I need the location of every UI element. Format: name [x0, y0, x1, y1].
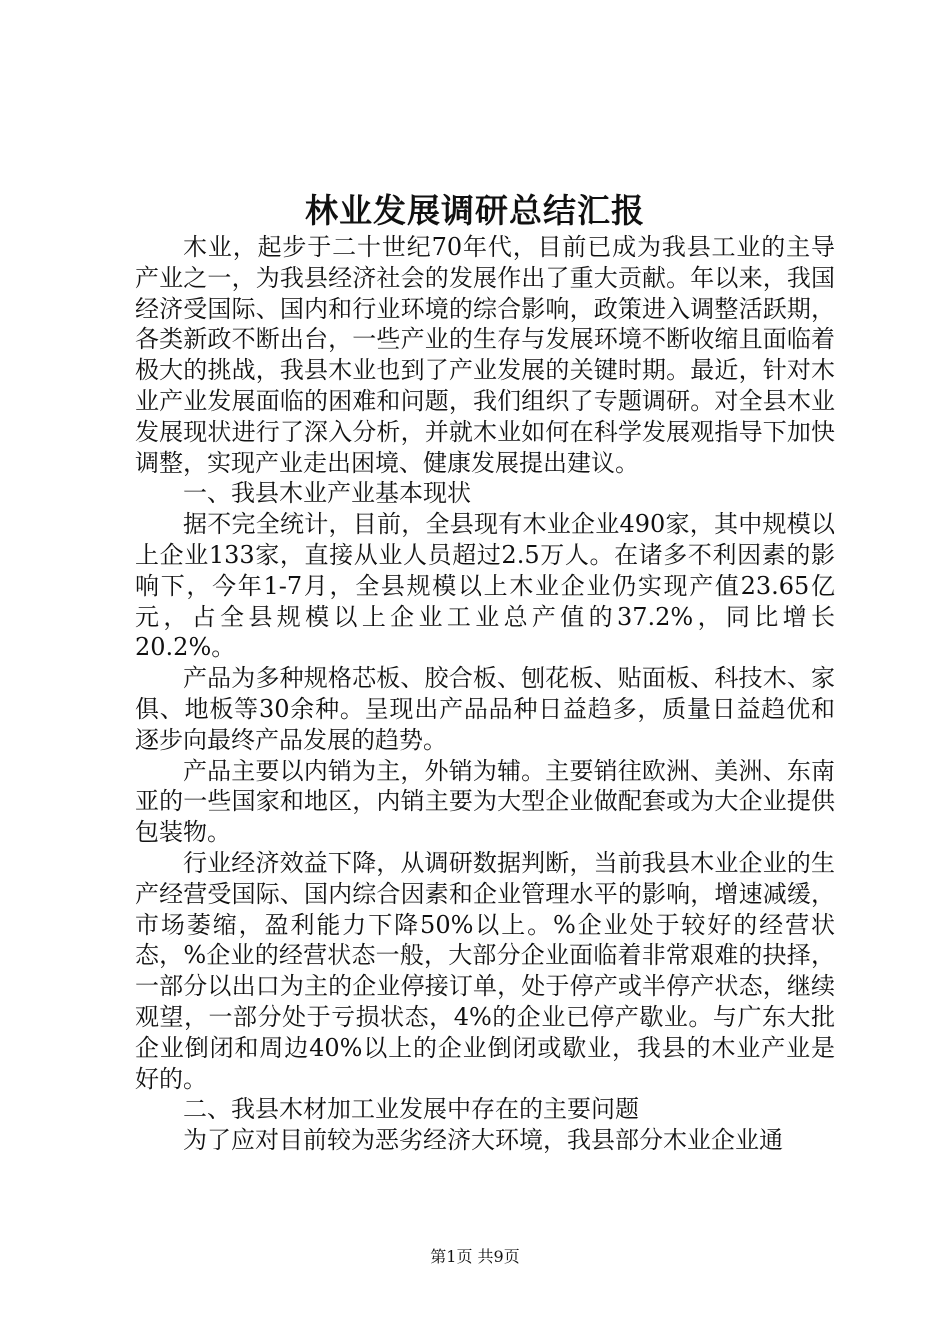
paragraph-sales: 产品主要以内销为主，外销为辅。主要销往欧洲、美洲、东南亚的一些国家和地区，内销主要为大型企业做配套或为大企业提供包装物。	[135, 756, 835, 847]
paragraph-benefits: 行业经济效益下降，从调研数据判断，当前我县木业企业的生产经营受国际、国内综合因素和企业管理水平的影响，增速减缓，市场萎缩，盈利能力下降50%以上。%企业处于较好的经营状态，%企业的经营状态一般，大部分企业面临着非常艰难的抉择，一部分以出口为主的企业停接订单，处于停产或半停产状态，继续观望，一部分处于亏损状态，4%的企业已停产歇业。与广东大批企业倒闭和周边40%以上的企业倒闭或歇业，我县的木业产业是好的。	[135, 848, 835, 1093]
document-title: 林业发展调研总结汇报	[305, 191, 645, 230]
paragraph-statistics: 据不完全统计，目前，全县现有木业企业490家，其中规模以上企业133家，直接从业人员超过2.5万人。在诸多不利因素的影响下，今年1-7月，全县规模以上木业企业仍实现产值23.65亿元，占全县规模以上企业工业总产值的37.2%，同比增长20.2%。	[135, 510, 835, 662]
document-body	[135, 232, 835, 1156]
paragraph-products: 产品为多种规格芯板、胶合板、刨花板、贴面板、科技木、家俱、地板等30余种。呈现出产品品种日益趋多，质量日益趋优和逐步向最终产品发展的趋势。	[135, 664, 835, 754]
paragraph-problems: 为了应对目前较为恶劣经济大环境，我县部分木业企业通	[183, 1126, 783, 1155]
section-heading-1: 一、我县木业产业基本现状	[183, 479, 471, 508]
paragraph-intro: 木业，起步于二十世纪70年代，目前已成为我县工业的主导产业之一，为我县经济社会的发展作出了重大贡献。年以来，我国经济受国际、国内和行业环境的综合影响，政策进入调整活跃期，各类新政不断出台，一些产业的生存与发展环境不断收缩且面临着极大的挑战，我县木业也到了产业发展的关键时期。最近，针对木业产业发展面临的困难和问题，我们组织了专题调研。对全县木业发展现状进行了深入分析，并就木业如何在科学发展观指导下加快调整，实现产业走出困境、健康发展提出建议。	[135, 233, 835, 477]
page-footer: 第1页 共9页	[430, 1247, 520, 1266]
section-heading-2: 二、我县木材加工业发展中存在的主要问题	[183, 1095, 639, 1124]
